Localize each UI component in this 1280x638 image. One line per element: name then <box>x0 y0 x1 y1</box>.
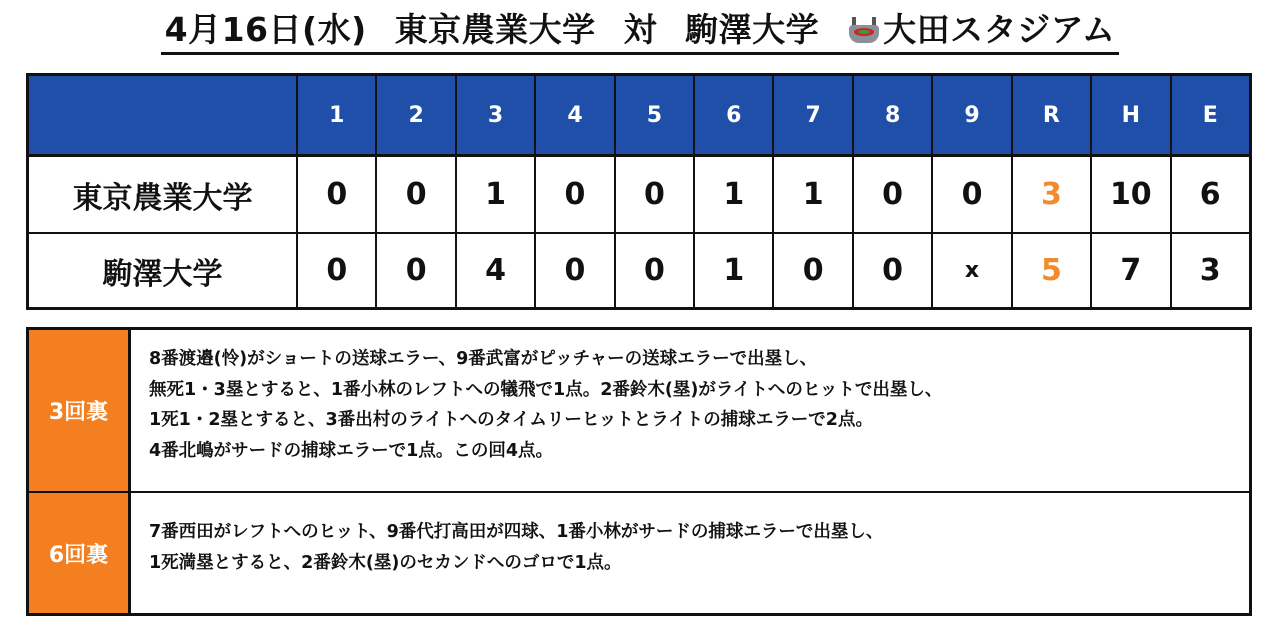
play-line: 無死1・3塁とすると、1番小林のレフトへの犠飛で1点。2番鈴木(塁)がライトへのヒットで出塁し、 <box>149 379 943 400</box>
scoring-plays <box>26 327 1252 616</box>
venue-name: 大田スタジアム <box>883 10 1116 49</box>
scoreboard-header-row <box>29 76 1249 154</box>
play-line: 1死満塁とすると、2番鈴木(塁)のセカンドへのゴロで1点。 <box>149 552 622 573</box>
scoring-play <box>29 330 1249 491</box>
versus-label: 対 <box>623 10 658 49</box>
team-name: 東京農業大学 <box>72 180 253 216</box>
column-header: 3 <box>455 76 534 154</box>
inning-score: 0 <box>931 157 1010 232</box>
inning-score: 0 <box>375 157 454 232</box>
scoreboard <box>26 73 1252 310</box>
total-runs: 3 <box>1011 157 1090 232</box>
stadium-icon <box>847 15 881 45</box>
inning-score: 1 <box>455 157 534 232</box>
play-inning-label: 6回裏 <box>29 493 131 613</box>
play-description <box>131 493 1249 613</box>
page-header <box>0 0 1280 66</box>
inning-score: 0 <box>534 157 613 232</box>
column-header: 6 <box>693 76 772 154</box>
away-team-title: 東京農業大学 <box>394 10 596 49</box>
play-line: 4番北嶋がサードの捕球エラーで1点。この回4点。 <box>149 440 554 461</box>
inning-score: 0 <box>614 234 693 307</box>
inning-score: 1 <box>772 157 851 232</box>
home-team-title: 駒澤大学 <box>685 10 820 49</box>
scoring-play <box>29 491 1249 613</box>
column-header-runs: R <box>1011 76 1090 154</box>
column-header: 9 <box>931 76 1010 154</box>
column-header-hits: H <box>1090 76 1169 154</box>
play-line: 1死1・2塁とすると、3番出村のライトへのタイムリーヒットとライトの捕球エラーで2点。 <box>149 410 873 430</box>
play-inning-label: 3回裏 <box>29 330 131 491</box>
total-hits: 10 <box>1090 157 1169 232</box>
inning-score: 0 <box>852 234 931 307</box>
column-header: 1 <box>296 76 375 154</box>
scoreboard-row-away <box>29 154 1249 232</box>
total-runs: 5 <box>1011 234 1090 307</box>
total-hits: 7 <box>1090 234 1169 307</box>
total-errors: 3 <box>1170 234 1249 307</box>
page-title <box>161 10 1120 55</box>
game-date: 4月16日(水) <box>164 10 367 49</box>
play-description <box>131 330 1249 491</box>
total-errors: 6 <box>1170 157 1249 232</box>
inning-score: 0 <box>852 157 931 232</box>
inning-score: 1 <box>693 157 772 232</box>
column-header: 5 <box>614 76 693 154</box>
inning-score: 0 <box>375 234 454 307</box>
team-name: 駒澤大学 <box>102 256 223 292</box>
scoreboard-corner-cell <box>29 76 296 154</box>
column-header: 7 <box>772 76 851 154</box>
inning-score: 1 <box>693 234 772 307</box>
inning-score: 0 <box>296 157 375 232</box>
inning-score: 0 <box>614 157 693 232</box>
play-line: 7番西田がレフトへのヒット、9番代打高田が四球、1番小林がサードの捕球エラーで出塁し、 <box>149 522 884 542</box>
inning-score: 0 <box>534 234 613 307</box>
column-header: 8 <box>852 76 931 154</box>
scoreboard-row-home <box>29 232 1249 307</box>
column-header: 2 <box>375 76 454 154</box>
inning-score: 0 <box>296 234 375 307</box>
inning-score: 4 <box>455 234 534 307</box>
inning-score: 0 <box>772 234 851 307</box>
inning-score: x <box>931 234 1010 307</box>
column-header-errors: E <box>1170 76 1249 154</box>
column-header: 4 <box>534 76 613 154</box>
play-line: 8番渡邉(怜)がショートの送球エラー、9番武富がピッチャーの送球エラーで出塁し、 <box>149 349 818 369</box>
